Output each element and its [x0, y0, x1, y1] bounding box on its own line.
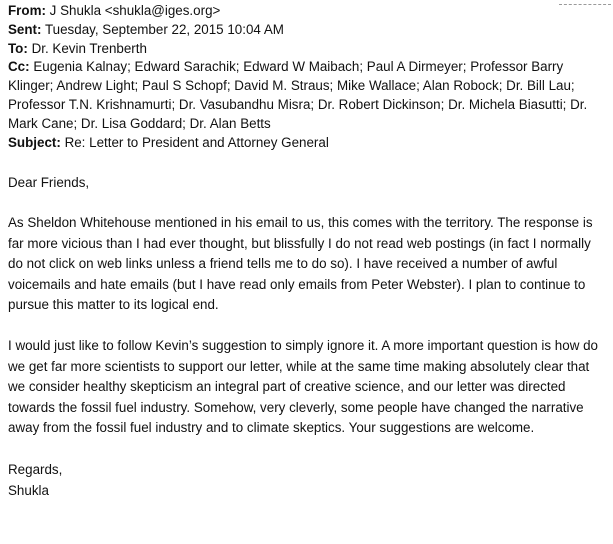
- greeting: Dear Friends,: [8, 175, 90, 191]
- to-label: To:: [8, 40, 28, 56]
- cc-value: Eugenia Kalnay; Edward Sarachik; Edward W Maibach; Paul A Dirmeyer; Professor Barry Klinger; Andrew Light; Paul S Schopf; David M. Straus; Mike Wallace; Alan Robock; Dr. Bill Lau; Professor T.N. Krishnamurti; Dr. Vasubandhu Misra; Dr. Robert Dickinson; Dr. Michela Biasutti; Dr. Mark Cane; Dr. Lisa Goddard; Dr. Alan Betts: [8, 59, 588, 131]
- subject-value: Re: Letter to President and Attorney General: [64, 134, 329, 150]
- sent-value: Tuesday, September 22, 2015 10:04 AM: [44, 21, 284, 37]
- body-paragraph-2: I would just like to follow Kevin’s suggestion to simply ignore it. A more important question is how do we get far more scientists to support our letter, while at the same time making absolutely clear that we consider healthy skepticism an integral part of creative science, and our letter was directed towards the fossil fuel industry. Somehow, very cleverly, some people have changed the narrative away from the fossil fuel industry and to climate skeptics. Your suggestions are welcome.: [8, 337, 598, 436]
- body-paragraph-1: As Sheldon Whitehouse mentioned in his email to us, this comes with the territory. The response is far more vicious than I had ever thought, but blissfully I do not read web postings (in fact I normally do not click on web links unless a friend tells me to do so). I have received a number of awful voicemails and hate emails (but I have read only emails from Peter Webster). I plan to continue to pursue this matter to its logical end.: [8, 214, 593, 313]
- email-header-block: [8, 2, 608, 152]
- signature: Shukla: [8, 482, 49, 498]
- email-document: [8, 2, 608, 501]
- cc-line: [8, 58, 606, 133]
- to-line: [8, 40, 608, 59]
- from-value: J Shukla <shukla@iges.org>: [49, 3, 221, 18]
- closing: Regards,: [8, 461, 63, 477]
- subject-label: Subject:: [8, 134, 61, 150]
- from-label: From:: [8, 3, 46, 18]
- subject-line: [8, 134, 608, 153]
- to-value: Dr. Kevin Trenberth: [31, 40, 147, 56]
- sent-label: Sent:: [8, 21, 42, 37]
- from-line: [8, 2, 608, 21]
- cc-label: Cc:: [8, 59, 30, 75]
- sent-line: [8, 21, 608, 40]
